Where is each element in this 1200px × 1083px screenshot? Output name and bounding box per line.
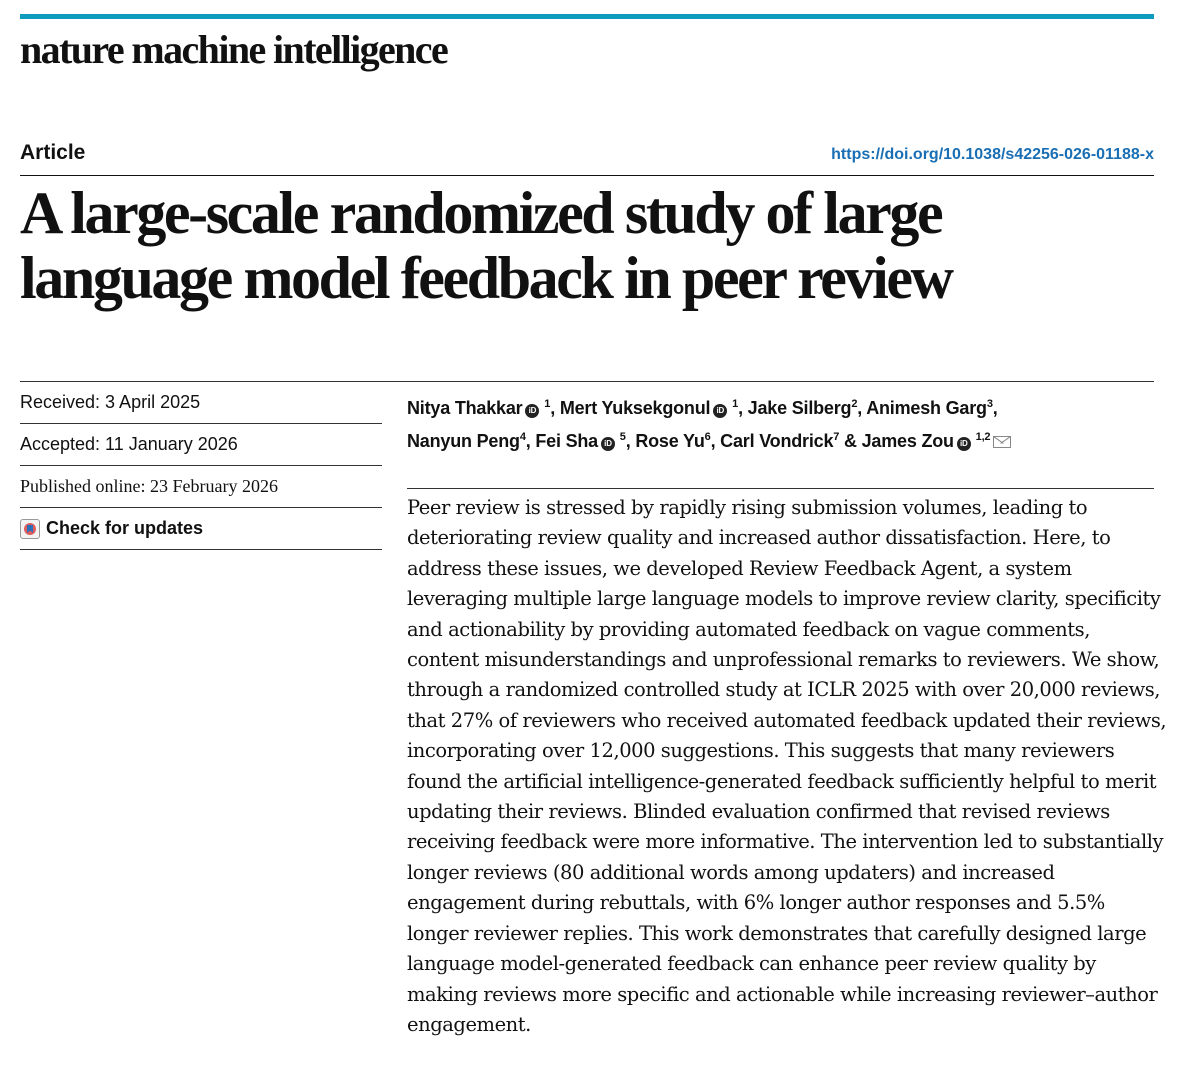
accepted-date: Accepted: 11 January 2026 <box>20 424 382 466</box>
journal-accent-bar <box>20 14 1154 19</box>
affiliation-number[interactable]: 1 <box>732 398 739 410</box>
affiliation-number[interactable]: 1,2 <box>975 431 991 443</box>
affiliation-number[interactable]: 3 <box>986 398 993 410</box>
orcid-icon[interactable]: iD <box>601 437 615 451</box>
check-for-updates-label: Check for updates <box>46 518 204 538</box>
author-list: Nitya Thakkar iD $^1$, Mert Yuksekgonul iD $^1$, Jake Silberg$^2$, Animesh Garg$^3$, Nanyun Peng$^4$, Fei Sha iD $^5$, Rose Yu$^6$, Carl Vondrick$^7$ & James Zou iD $^{1,2}$ <box>407 390 1167 456</box>
author-name[interactable]: Mert Yuksekgonul <box>559 398 711 418</box>
check-updates-icon <box>20 519 40 539</box>
orcid-icon[interactable]: iD <box>957 437 971 451</box>
abstract-divider <box>407 488 1154 489</box>
article-dates <box>20 382 382 550</box>
author-name[interactable]: Nanyun Peng <box>407 431 520 451</box>
article-type: Article <box>20 141 86 164</box>
author-name[interactable]: Nitya Thakkar <box>407 398 523 418</box>
author-name[interactable]: James Zou <box>861 431 954 451</box>
affiliation-number[interactable]: 2 <box>851 398 858 410</box>
author-name[interactable]: Carl Vondrick <box>720 431 834 451</box>
received-date: Received: 3 April 2025 <box>20 382 382 424</box>
orcid-icon[interactable]: iD <box>713 404 727 418</box>
affiliation-number[interactable]: 4 <box>519 431 526 443</box>
published-date: Published online: 23 February 2026 <box>20 466 382 508</box>
author-name[interactable]: Jake Silberg <box>747 398 852 418</box>
email-icon[interactable] <box>993 436 1011 448</box>
author-name[interactable]: Animesh Garg <box>866 398 987 418</box>
affiliation-number[interactable]: 7 <box>833 431 840 443</box>
author-name[interactable]: Fei Sha <box>535 431 598 451</box>
orcid-icon[interactable]: iD <box>525 404 539 418</box>
affiliation-number[interactable]: 5 <box>619 431 626 443</box>
journal-name[interactable]: nature machine intelligence <box>20 27 448 72</box>
header-divider <box>20 175 1154 176</box>
abstract: Peer review is stressed by rapidly rising submission volumes, leading to deteriorating review quality and increased author dissatisfaction. Here, to address these issues, we developed Review Feedback Agent, a system leveraging multiple large language models to improve review clarity, specificity and actionability by providing automated feedback on vague comments, content misunderstandings and unprofessional remarks to reviewers. We show, through a randomized controlled study at ICLR 2025 with over 20,000 reviews, that 27% of reviewers who received automated feedback updated their reviews, incorporating over 12,000 suggestions. This suggests that many reviewers found the artificial intelligence-generated feedback sufficiently helpful to merit updating their reviews. Blinded evaluation confirmed that revised reviews receiving feedback were more informative. The intervention led to substantially longer reviews (80 additional words among updaters) and increased engagement during rebuttals, with 6% longer author responses and 5.5% longer reviewer replies. This work demonstrates that carefully designed large language model-generated feedback can enhance peer review quality by making reviews more specific and actionable while increasing reviewer–author engagement. <box>407 496 1167 1036</box>
check-for-updates-button[interactable] <box>20 508 382 550</box>
doi-link[interactable]: https://doi.org/10.1038/s42256-026-01188-x <box>831 146 1154 163</box>
author-name[interactable]: Rose Yu <box>635 431 705 451</box>
article-title: A large-scale randomized study of large language model feedback in peer review <box>20 180 952 311</box>
affiliation-number[interactable]: 1 <box>544 398 551 410</box>
affiliation-number[interactable]: 6 <box>704 431 711 443</box>
